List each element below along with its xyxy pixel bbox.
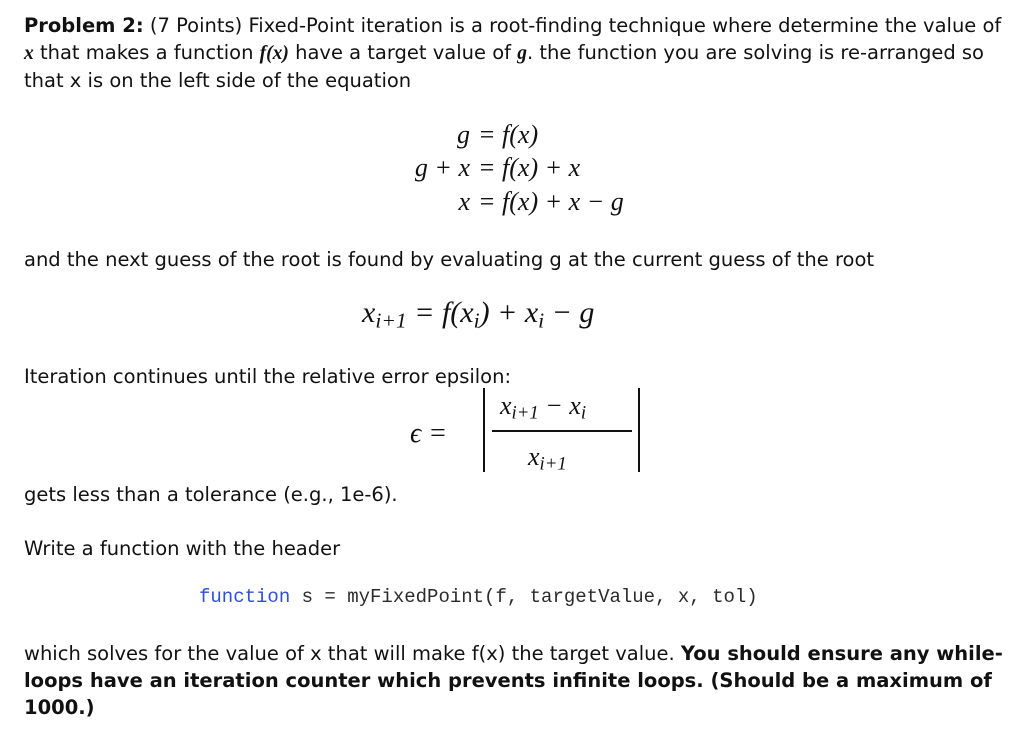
var-x: x	[24, 43, 34, 64]
problem-points: (7 Points)	[149, 14, 243, 37]
code-keyword: function	[199, 586, 291, 608]
num-sub1: i+1	[511, 402, 539, 424]
fraction-bar	[492, 430, 632, 432]
iteration-equation	[362, 296, 594, 333]
eq-row3-rhs: = f(x) + x − g	[478, 187, 624, 216]
closing-bold: You should ensure any while-loops have an iteration counter which prevents infinite loops. (Should be a maximum of 1000.)	[24, 642, 1003, 719]
tolerance-text: gets less than a tolerance (e.g., 1e-6).	[24, 483, 398, 506]
num-minus-x: − x	[538, 391, 581, 420]
write-text: Write a function with the header	[24, 537, 341, 560]
num-x: x	[500, 391, 512, 420]
epsilon-lhs: ϵ =	[410, 418, 448, 449]
var-g: g	[517, 43, 527, 64]
intro-text-1: Fixed-Point iteration is a root-finding technique where determine the value of	[242, 14, 1002, 37]
intro-text-3: have a target value of	[288, 41, 518, 64]
continue-text: Iteration continues until the relative error epsilon:	[24, 365, 512, 388]
problem-intro	[24, 12, 1014, 94]
iter-rhs-b: ) + x	[479, 296, 539, 329]
eq-row2-lhs: g + x	[414, 153, 470, 182]
closing-plain: which solves for the value of x that will make f(x) the target value.	[24, 642, 681, 665]
eq-row1-lhs: g	[457, 120, 470, 149]
eq-row1-rhs: = f(x)	[478, 120, 539, 149]
iter-lhs: x	[362, 296, 376, 329]
eq-row3-lhs: x	[458, 187, 470, 216]
num-sub2: i	[580, 402, 587, 424]
iter-rhs-c: − g	[544, 296, 595, 329]
iter-rhs-sub2: i	[538, 308, 545, 333]
function-fx: f(x)	[259, 43, 289, 64]
problem-heading: Problem 2:	[24, 14, 144, 37]
eq-row2-rhs: = f(x) + x	[478, 153, 581, 182]
abs-bar-right	[638, 388, 640, 472]
intro-text-2: that makes a function	[33, 41, 260, 64]
den-x: x	[528, 442, 540, 471]
next-guess-text: and the next guess of the root is found by evaluating g at the current guess of the root	[24, 248, 875, 271]
abs-bar-left	[483, 388, 485, 472]
den-sub: i+1	[539, 453, 567, 475]
iter-lhs-sub: i+1	[375, 308, 407, 333]
code-rest: s = myFixedPoint(f, targetValue, x, tol)	[290, 586, 758, 608]
epsilon-numerator	[500, 391, 586, 425]
epsilon-denominator	[528, 442, 567, 476]
iter-rhs-sub1: i	[473, 308, 480, 333]
closing-paragraph	[24, 640, 1014, 721]
intro-text-4: . the function you are solving is re-arranged so that x is on the left side of the equation	[24, 41, 984, 92]
function-header-code	[199, 586, 758, 608]
iter-rhs-a: = f(x	[406, 296, 474, 329]
